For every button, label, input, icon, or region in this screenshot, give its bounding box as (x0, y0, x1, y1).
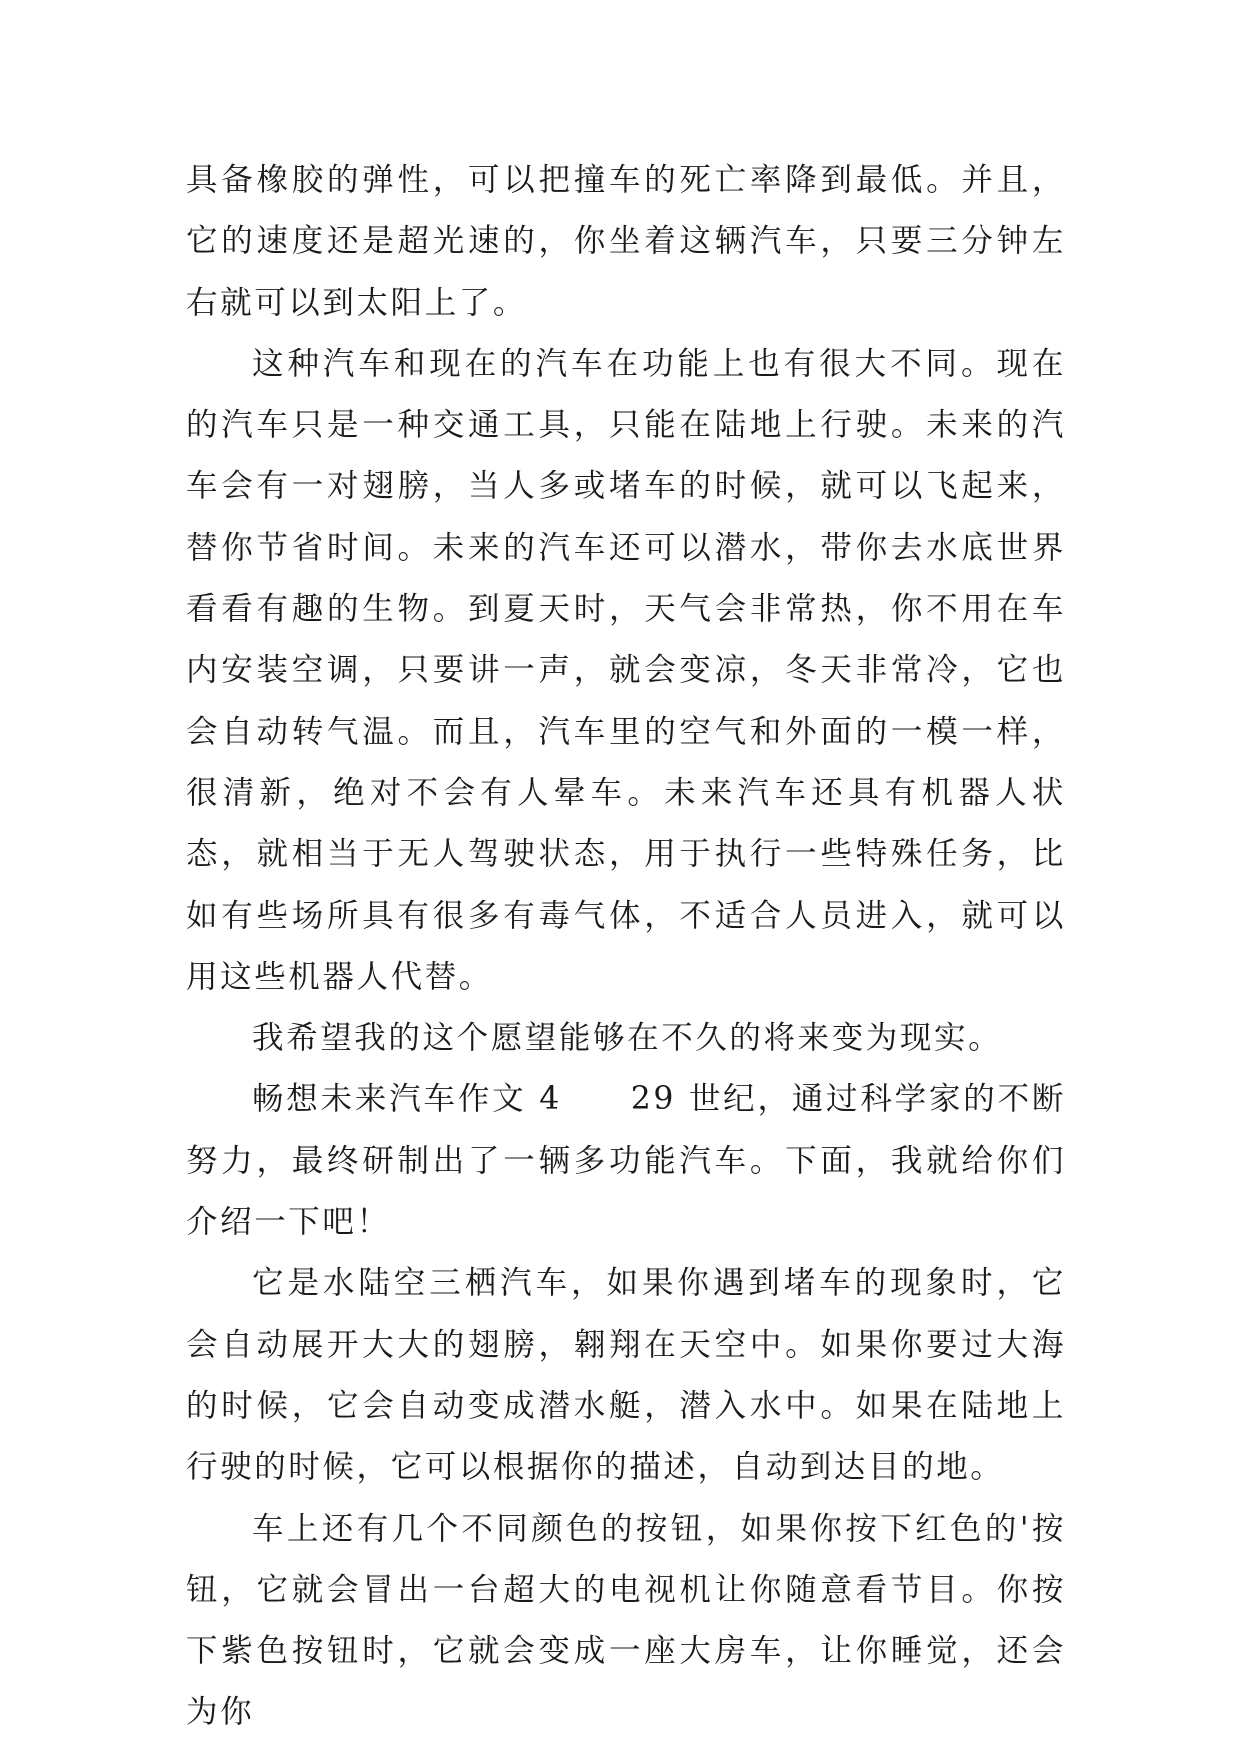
article-body (186, 150, 1066, 1744)
paragraph-5: 它是水陆空三栖汽车，如果你遇到堵车的现象时，它会自动展开大大的翅膀，翱翔在天空中。如果你要过大海的时候，它会自动变成潜水艇，潜入水中。如果在陆地上行驶的时候，它可以根据你的描述，自动到达目的地。 (186, 1265, 1066, 1486)
paragraph-2: 这种汽车和现在的汽车在功能上也有很大不同。现在的汽车只是一种交通工具，只能在陆地上行驶。未来的汽车会有一对翅膀，当人多或堵车的时候，就可以飞起来，替你节省时间。未来的汽车还可以潜水，带你去水底世界看看有趣的生物。到夏天时，天气会非常热，你不用在车内安装空调，只要讲一声，就会变凉，冬天非常冷，它也会自动转气温。而且，汽车里的空气和外面的一模一样，很清新，绝对不会有人晕车。未来汽车还具有机器人状态，就相当于无人驾驶状态，用于执行一些特殊任务，比如有些场所具有很多有毒气体，不适合人员进入，就可以用这些机器人代替。 (186, 345, 1066, 995)
paragraph-3: 我希望我的这个愿望能够在不久的将来变为现实。 (252, 1020, 1003, 1057)
paragraph-1: 具备橡胶的弹性，可以把撞车的死亡率降到最低。并且，它的速度还是超光速的，你坐着这辆汽车，只要三分钟左右就可以到太阳上了。 (186, 162, 1066, 321)
paragraph-6: 车上还有几个不同颜色的按钮，如果你按下红色的'按钮，它就会冒出一台超大的电视机让你随意看节目。你按下紫色按钮时，它就会变成一座大房车，让你睡觉，还会为你 (186, 1510, 1066, 1731)
paragraph-4-section-heading: 畅想未来汽车作文 4 29 世纪，通过科学家的不断努力，最终研制出了一辆多功能汽车。下面，我就给你们介绍一下吧！ (186, 1081, 1066, 1241)
